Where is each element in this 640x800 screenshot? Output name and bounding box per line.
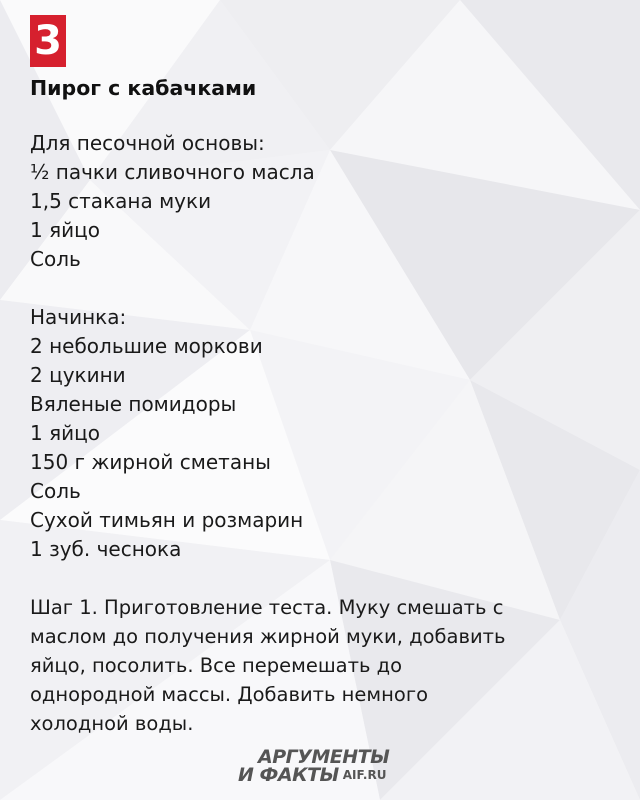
ingredient-item: 1 яйцо	[30, 421, 100, 445]
ingredient-item: 1,5 стакана муки	[30, 189, 212, 213]
logo-line-bottom-text: И ФАКТЫ	[238, 764, 339, 786]
spacer	[30, 564, 620, 593]
step-text-line: холодной воды.	[30, 712, 194, 735]
ingredient-item: 1 яйцо	[30, 218, 100, 242]
spacer	[30, 274, 620, 303]
ingredient-item: 1 зуб. чеснока	[30, 537, 182, 561]
ingredient-item: ½ пачки сливочного масла	[30, 160, 315, 184]
logo-domain: AIF.RU	[342, 768, 387, 782]
base-heading: Для песочной основы:	[30, 131, 265, 155]
step-number-badge: 3	[30, 15, 66, 67]
recipe-content	[30, 129, 620, 738]
step-text-line: Шаг 1. Приготовление теста. Муку смешать с	[30, 596, 504, 619]
ingredient-item: Соль	[30, 247, 81, 271]
logo-line-bottom	[238, 764, 386, 786]
ingredient-item: 2 небольшие моркови	[30, 334, 263, 358]
logo-line-top: АРГУМЕНТЫ	[258, 746, 390, 768]
step-description	[30, 593, 620, 738]
ingredient-item: Сухой тимьян и розмарин	[30, 508, 304, 532]
step-text-line: яйцо, посолить. Все перемешать до	[30, 654, 403, 677]
ingredient-item: Соль	[30, 479, 81, 503]
step-text-line: однородной массы. Добавить немного	[30, 683, 428, 706]
aif-logo	[238, 746, 408, 788]
filling-heading: Начинка:	[30, 305, 127, 329]
step-text-line: маслом до получения жирной муки, добавить	[30, 625, 506, 648]
ingredient-item: 150 г жирной сметаны	[30, 450, 271, 474]
ingredient-item: Вяленые помидоры	[30, 392, 237, 416]
recipe-title: Пирог с кабачками	[30, 76, 257, 100]
ingredient-item: 2 цукини	[30, 363, 126, 387]
